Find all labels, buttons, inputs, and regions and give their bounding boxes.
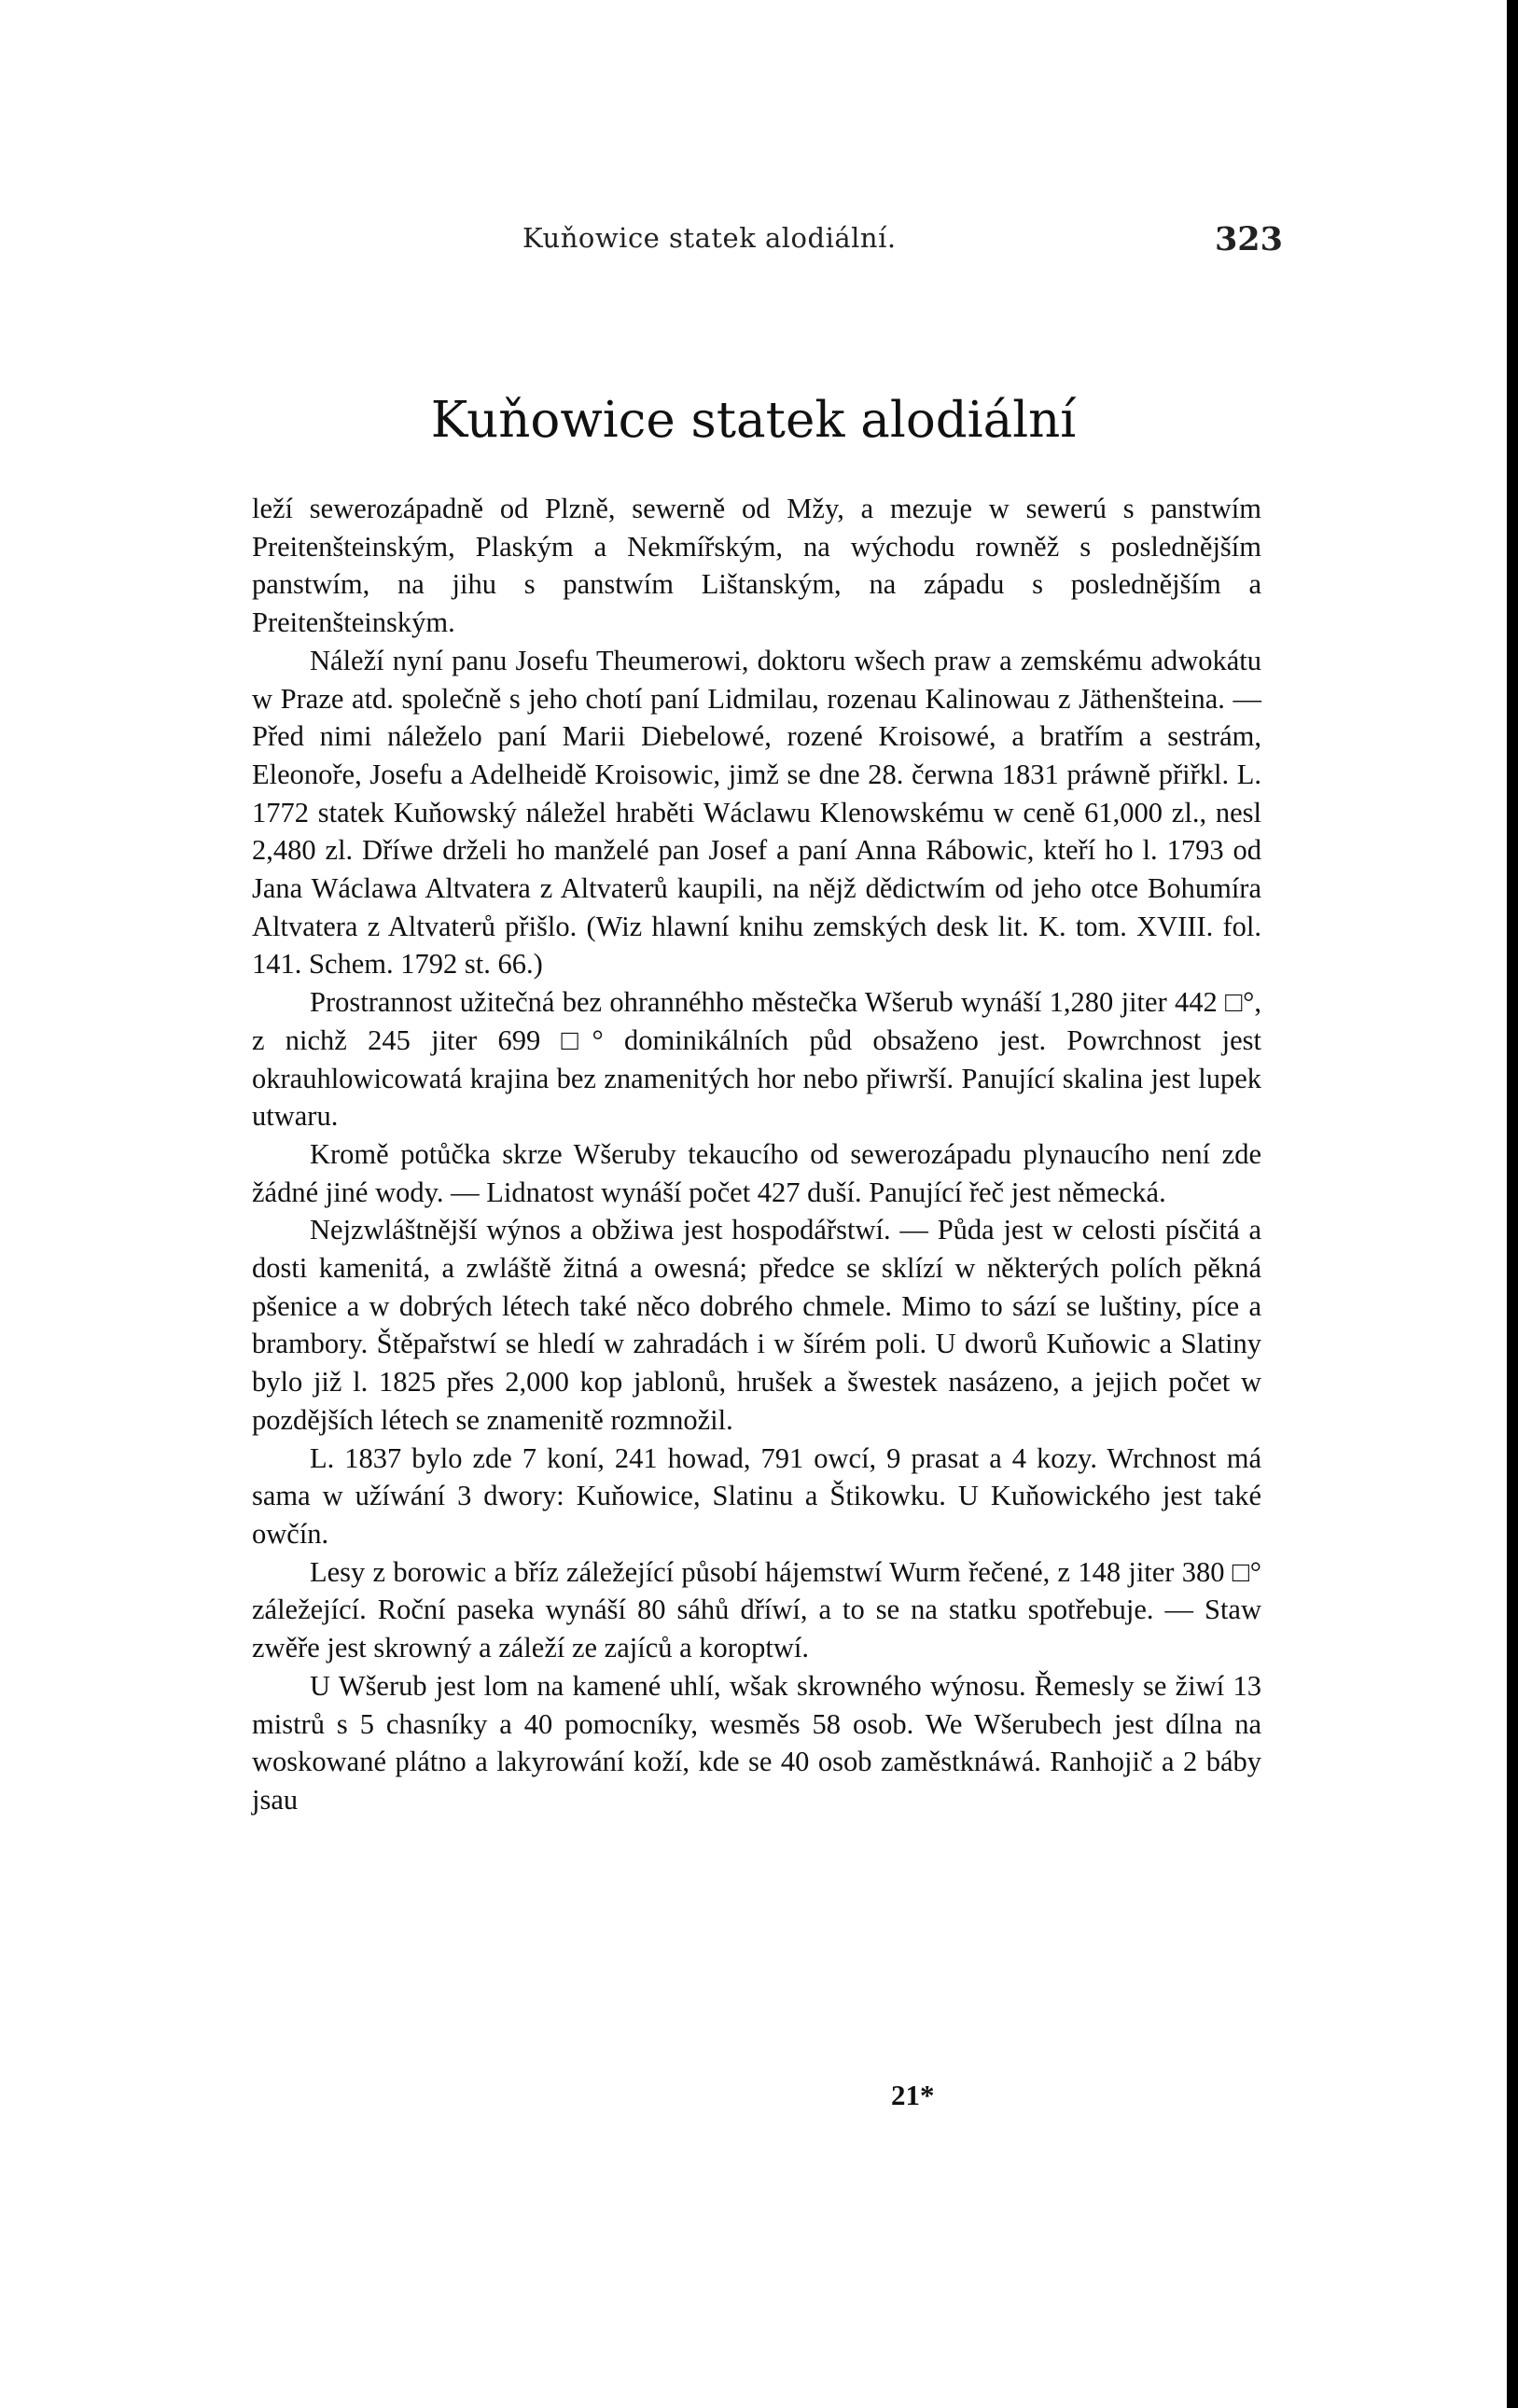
- paragraph: Kromě potůčka skrze Wšeruby tekaucího od sewerozápadu plynaucího není zde žádné jiné wody. — Lidnatost wynáší počet 427 duší. Panující řeč jest německá.: [252, 1137, 1261, 1208]
- paragraph: Náleží nyní panu Josefu Theumerowi, doktoru wšech praw a zemskému adwokátu w Praze atd. společně s jeho chotí paní Lidmilau, rozenau Kalinowau z Jäthenšteina. — Před nimi náleželo paní Marii Diebelowé, rozené Kroisowé, a bratřím a sestrám, Eleonoře, Josefu a Adelheidě Kroisowic, jimž se dne 28. čerwna 1831 práwně přiřkl. L. 1772 statek Kuňowský náležel hraběti Wáclawu Klenowskému w ceně 61,000 zl., nesl 2,480 zl. Dříwe drželi ho manželé pan Josef a paní Anna Rábowic, kteří ho l. 1793 od Jana Wáclawa Altvatera z Altvaterů kaupili, na nějž dědictwím od jeho otce Bohumíra Altvatera z Altvaterů přišlo. (Wiz hlawní knihu zemských desk lit. K. tom. XVIII. fol. 141. Schem. 1792 st. 66.): [252, 644, 1261, 981]
- body-text: [252, 490, 1261, 1819]
- paragraph: Lesy z borowic a bříz záležející působí hájemstwí Wurm řečené, z 148 jiter 380 □° záležející. Roční paseka wynáší 80 sáhů dříwí, a to se na statku spotřebuje. — Staw zwěře jest skrowný a záleží ze zajíců a koroptwí.: [252, 1555, 1261, 1664]
- paragraph: L. 1837 bylo zde 7 koní, 241 howad, 791 owcí, 9 prasat a 4 kozy. Wrchnost má sama w užíwání 3 dwory: Kuňowice, Slatinu a Štikowku. U Kuňowického jest také owčín.: [252, 1441, 1261, 1550]
- running-title: Kuňowice statek alodiální.: [522, 222, 897, 254]
- paragraph: Prostrannost užitečná bez ohrannéhho městečka Wšerub wynáší 1,280 jiter 442 □°, z nichž 245 jiter 699 □° dominikálních půd obsaženo jest. Powrchnost jest okrauhlowicowatá krajina bez znamenitých hor nebo přiwrší. Panující skalina jest lupek utwaru.: [252, 986, 1261, 1133]
- paragraph: leží sewerozápadně od Plzně, sewerně od Mžy, a mezuje w sewerú s panstwím Preitenšteinským, Plaským a Nekmířským, na wýchodu rowněž s poslednějším panstwím, na jihu s panstwím Lištanským, na západu s poslednějším a Preitenšteinským.: [252, 493, 1261, 639]
- page-number: 323: [1214, 220, 1283, 258]
- running-header: [0, 222, 1507, 259]
- paragraph: Nejzwláštnější wýnos a obžiwa jest hospodářstwí. — Půda jest w celosti písčitá a dosti kamenitá, a zwláště žitná a owesná; předce se sklízí w některých polích pěkná pšenice a w dobrých létech také něco dobrého chmele. Mimo to sází se luštiny, píce a brambory. Štěpařstwí se hledí w zahradách i w šírém poli. U dworů Kuňowic a Slatiny bylo již l. 1825 přes 2,000 kop jablonů, hrušek a šwestek nasázeno, a jejich počet w pozdějších létech se znamenitě rozmnožil.: [252, 1214, 1261, 1436]
- section-title: Kuňowice statek alodiální: [430, 392, 1077, 449]
- signature-mark: 21*: [891, 2079, 935, 2111]
- paragraph: U Wšerub jest lom na kamené uhlí, wšak skrowného wýnosu. Řemesly se žiwí 13 mistrů s 5 chasníky a 40 pomocníky, wesměs 58 osob. We Wšerubech jest dílna na woskowané plátno a lakyrowání koží, kde se 40 osob zaměstknáwá. Ranhojič a 2 báby jsau: [252, 1669, 1261, 1816]
